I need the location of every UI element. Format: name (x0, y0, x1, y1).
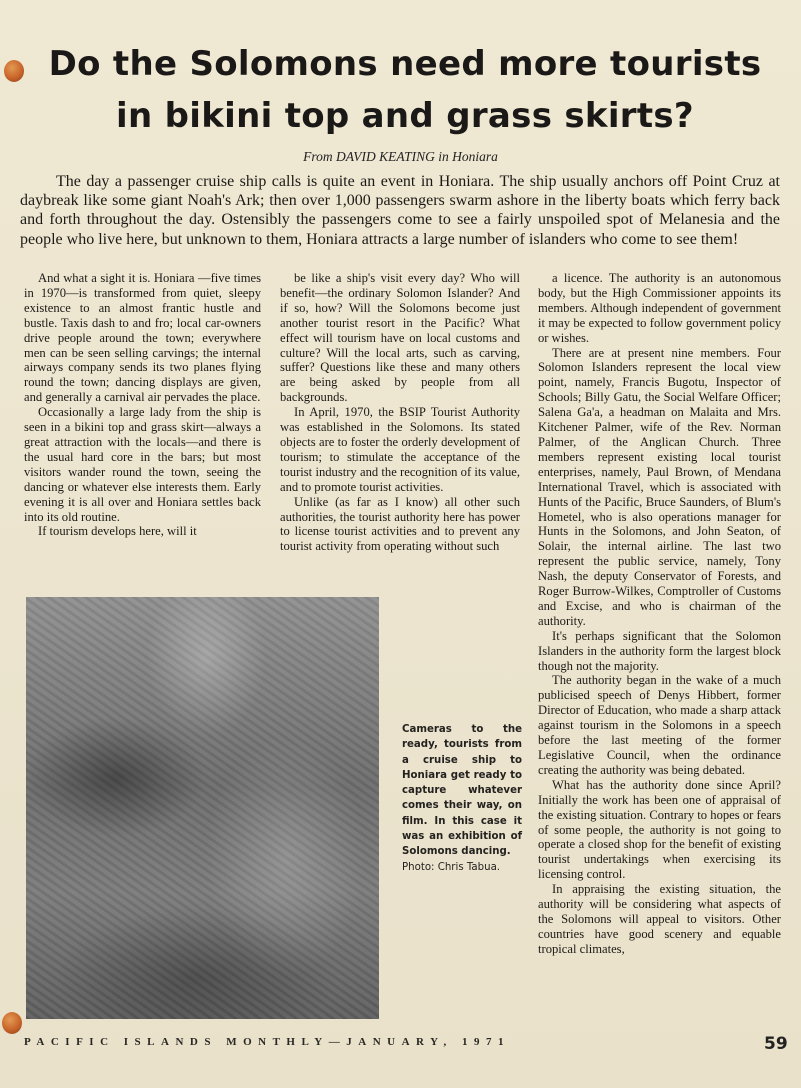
article-column-2 (280, 271, 520, 554)
paragraph: Unlike (as far as I know) all other such authorities, the tourist authority here has power to license tourist activities and to prevent any tourist activity from operating without such (280, 494, 520, 554)
headline-line-1: Do the Solomons need more tourists (48, 44, 762, 84)
paragraph: There are at present nine members. Four Solomon Islanders represent the local view point, namely, Francis Bugotu, Inspector of Schools; Billy Gatu, the Social Welfare Officer; Salena Ga'a, a headman on Malaita and Mrs. Kitchener Palmer, wife of the Rev. Norman Palmer, of the Anglican Church. Three members represent existing local tourist enterprises, namely, Paul Brown, of Mendana International Travel, which is associated with Hunts of the Pacific, Bruce Saunders, of Blum's Hometel, who is also operations manager for Hunts in the Solomons, and John Seaton, of Solair, the internal airline. The last two represent the public service, namely, Tony Nash, the deputy Conservator of Forests, and Roger Burrow-Wilkes, Comptroller of Customs and Excise, and who is chairman of the authority. (538, 345, 781, 628)
paragraph: It's perhaps significant that the Solomon Islanders in the authority form the largest block though not the majority. (538, 628, 781, 673)
paragraph: The authority began in the wake of a much publicised speech of Denys Hibbert, former Director of Education, who made a sharp attack against tourism in the Solomons in a speech before the last meeting of the former Legislative Council, when the ordinance creating the authority was being debated. (538, 673, 781, 777)
tourists-photograph (26, 597, 379, 1019)
headline-line-2: in bikini top and grass skirts? (116, 96, 694, 136)
intro-paragraph: The day a passenger cruise ship calls is quite an event in Honiara. The ship usually anchors off Point Cruz at daybreak like some giant Noah's Ark; then over 1,000 passengers swarm ashore in the liberty boats which ferry back and forth throughout the day. Ostensibly the passengers come to see a fairly unspoiled spot of Melanesia and the people who live here, but unknown to them, Honiara attracts a large number of islanders who come to see them! (20, 173, 780, 248)
photo-caption (402, 722, 522, 875)
photo-credit: Photo: Chris Tabua. (402, 861, 501, 873)
paragraph: And what a sight it is. Honiara —five times in 1970—is transformed from quiet, sleepy existence to an almost frantic hustle and bustle. Taxis dash to and fro; local car-owners drive people around the town; everywhere men can be seen selling carvings; the internal airways company sends its two planes flying round the town; dancing displays are given, and generally a carnival air pervades the place. (24, 271, 261, 405)
caption-text: Cameras to the ready, tourists from a cruise ship to Honiara get ready to capture whatever comes their way, on film. In this case it was an exhibition of Solomons dancing. (402, 724, 522, 858)
paragraph: In April, 1970, the BSIP Tourist Authority was established in the Solomons. Its stated objects are to foster the orderly development of tourism; to stimulate the acceptance of the tourist industry and the recognition of its value, and to promote tourist activities. (280, 405, 520, 494)
paragraph: If tourism develops here, will it (38, 524, 197, 539)
byline: From DAVID KEATING in Honiara (303, 149, 498, 164)
paragraph: What has the authority done since April? Initially the work has been one of appraisal of the existing situation. Contrary to hopes or fears of some people, the authority is not going to operate a closed shop for the benefit of existing tourist undertakings when exercising its licensing control. (538, 777, 781, 882)
footer-masthead: PACIFIC ISLANDS MONTHLY—JANUARY, 1971 (24, 1036, 511, 1048)
article-column-3 (538, 271, 781, 957)
article-headline (40, 38, 770, 142)
article-column-1 (24, 271, 261, 539)
paragraph: In appraising the existing situation, the authority will be considering what aspects of the Solomons will appeal to visitors. Other countries have good scenery and equable tropical climates, (538, 882, 781, 956)
paragraph: a licence. The authority is an autonomous body, but the High Commissioner appoints its members. Although independent of government it may be expected to follow government policy or wishes. (538, 271, 781, 345)
orange-margin-marker-icon (4, 60, 24, 82)
orange-margin-marker-icon (2, 1012, 22, 1034)
paragraph: be like a ship's visit every day? Who will benefit—the ordinary Solomon Islander? And if so, how? Will the Solomons become just another tourist resort in the Pacific? What effect will tourism have on local customs and culture? Will the local arts, such as carving, suffer? Questions like these and many others are being asked by people from all backgrounds. (280, 271, 520, 405)
page-number: 59 (764, 1034, 788, 1054)
paragraph: Occasionally a large lady from the ship is seen in a bikini top and grass skirt—always a great attraction with the locals—and there is the usual hard core in the bars; but most visitors wander round the town, seeing the dancing or whatever else interests them. Early evening it is all over and Honiara settles back into its old routine. (24, 405, 261, 524)
